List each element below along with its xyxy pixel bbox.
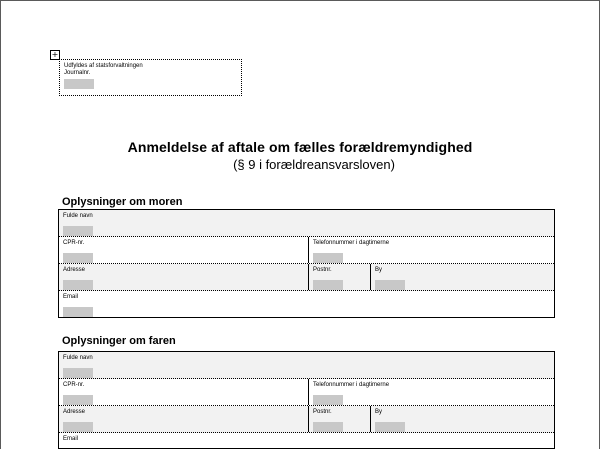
- father-full-name-cell: [59, 352, 554, 378]
- father-city-field[interactable]: [375, 422, 405, 432]
- father-row-name: [59, 352, 554, 379]
- father-section-heading: Oplysninger om faren: [62, 335, 176, 347]
- father-row-email: [59, 433, 554, 449]
- journal-number-field[interactable]: [64, 79, 94, 89]
- mother-row-email: [59, 291, 554, 318]
- father-full-name-field[interactable]: [63, 368, 93, 378]
- journal-number-label: Journalnr.: [64, 70, 91, 76]
- father-cpr-cell: [59, 379, 308, 405]
- mother-phone-cell: [308, 237, 554, 263]
- father-phone-field[interactable]: [313, 395, 343, 405]
- mother-postal-field[interactable]: [313, 280, 343, 290]
- father-row-address: [59, 406, 554, 433]
- father-address-cell: [59, 406, 308, 432]
- office-use-label: Udfyldes af statsforvaltningen: [64, 63, 143, 69]
- document-subtitle: (§ 9 i forældreansvarsloven): [233, 157, 395, 172]
- father-form-table: [58, 351, 555, 449]
- mother-cpr-cell: [59, 237, 308, 263]
- mother-city-field[interactable]: [375, 280, 405, 290]
- mother-section-heading: Oplysninger om moren: [62, 196, 183, 208]
- mother-address-cell: [59, 264, 308, 290]
- mother-cpr-field[interactable]: [63, 253, 93, 263]
- father-email-cell: [59, 433, 554, 448]
- document-title: Anmeldelse af aftale om fælles forældremyndighed: [127, 139, 473, 155]
- father-email-label: Email: [63, 436, 79, 442]
- father-row-cpr: [59, 379, 554, 406]
- mother-phone-label: Telefonnummer i dagtimerne: [313, 240, 390, 246]
- father-phone-label: Telefonnummer i dagtimerne: [313, 382, 390, 388]
- father-city-cell: [370, 406, 554, 432]
- father-full-name-label: Fulde navn: [63, 355, 93, 361]
- mother-row-cpr: [59, 237, 554, 264]
- mother-full-name-cell: [59, 210, 554, 236]
- mother-form-table: [58, 209, 555, 318]
- mother-city-cell: [370, 264, 554, 290]
- father-postal-label: Postnr.: [313, 409, 332, 415]
- mother-address-label: Adresse: [63, 267, 86, 273]
- father-postal-cell: [308, 406, 370, 432]
- father-cpr-label: CPR-nr.: [63, 382, 85, 388]
- mother-city-label: By: [375, 267, 383, 273]
- father-city-label: By: [375, 409, 383, 415]
- office-use-box: [59, 59, 242, 96]
- father-postal-field[interactable]: [313, 422, 343, 432]
- father-phone-cell: [308, 379, 554, 405]
- mother-postal-cell: [308, 264, 370, 290]
- father-address-field[interactable]: [63, 422, 93, 432]
- mother-row-name: [59, 210, 554, 237]
- mother-email-label: Email: [63, 294, 79, 300]
- mother-row-address: [59, 264, 554, 291]
- father-address-label: Adresse: [63, 409, 86, 415]
- mother-cpr-label: CPR-nr.: [63, 240, 85, 246]
- table-move-handle-icon[interactable]: +: [51, 50, 59, 59]
- mother-email-field[interactable]: [63, 307, 93, 317]
- mother-postal-label: Postnr.: [313, 267, 332, 273]
- mother-address-field[interactable]: [63, 280, 93, 290]
- mother-full-name-label: Fulde navn: [63, 213, 93, 219]
- mother-phone-field[interactable]: [313, 253, 343, 263]
- mother-full-name-field[interactable]: [63, 226, 93, 236]
- father-cpr-field[interactable]: [63, 395, 93, 405]
- mother-email-cell: [59, 291, 554, 317]
